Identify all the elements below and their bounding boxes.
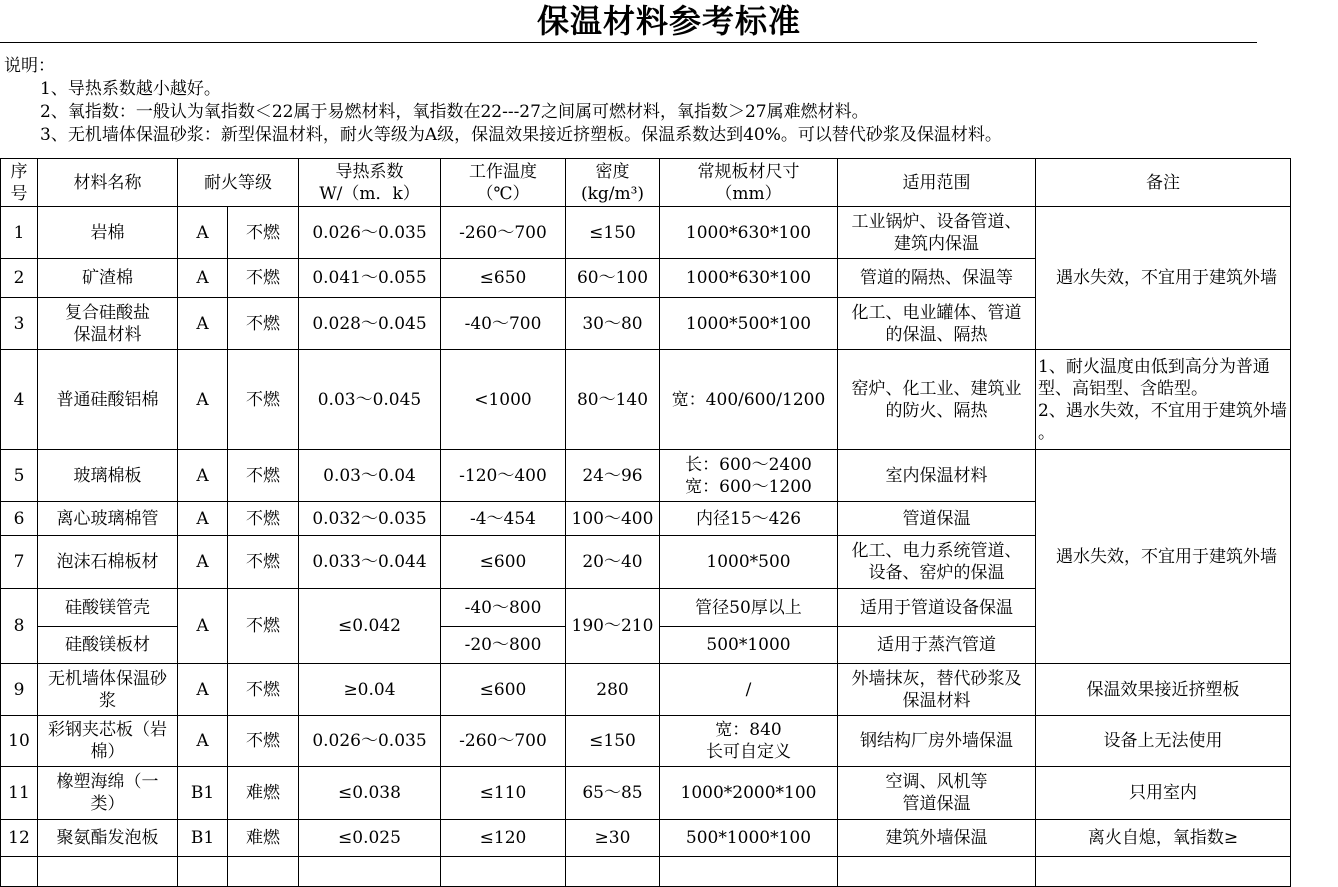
cell-name[interactable]: 硅酸镁板材 bbox=[38, 627, 178, 664]
cell-size[interactable]: / bbox=[660, 664, 838, 716]
header-name[interactable]: 材料名称 bbox=[38, 159, 178, 207]
cell-fire[interactable]: 不燃 bbox=[228, 207, 299, 259]
cell-size[interactable]: 1000*630*100 bbox=[660, 207, 838, 259]
cell-scope[interactable]: 管道保温 bbox=[838, 502, 1036, 536]
header-seq[interactable]: 序 号 bbox=[1, 159, 38, 207]
cell-size[interactable]: 1000*2000*100 bbox=[660, 767, 838, 820]
cell-scope[interactable]: 适用于管道设备保温 bbox=[838, 589, 1036, 627]
sheet-title: 保温材料参考标准 bbox=[536, 2, 801, 40]
cell-scope[interactable]: 建筑外墙保温 bbox=[838, 820, 1036, 857]
cell-grade[interactable]: A bbox=[178, 589, 228, 664]
cell-seq[interactable]: 11 bbox=[1, 767, 38, 820]
cell-temperature[interactable]: -260～700 bbox=[441, 207, 566, 259]
cell-name[interactable]: 彩钢夹芯板（岩 棉） bbox=[38, 716, 178, 767]
cell-seq[interactable]: 7 bbox=[1, 536, 38, 589]
table-row bbox=[1, 450, 1291, 502]
cell-seq[interactable]: 10 bbox=[1, 716, 38, 767]
cell-seq[interactable]: 12 bbox=[1, 820, 38, 857]
table-row bbox=[1, 767, 1291, 820]
table-row bbox=[1, 207, 1291, 259]
cell-name[interactable]: 聚氨酯发泡板 bbox=[38, 820, 178, 857]
table-row bbox=[1, 716, 1291, 767]
note-item: 2、氧指数：一般认为氧指数＜22属于易燃材料，氧指数在22---27之间属可燃材料，氧指数＞27属难燃材料。 bbox=[40, 102, 869, 122]
cell-density[interactable]: 280 bbox=[566, 664, 660, 716]
cell-scope[interactable]: 室内保温材料 bbox=[838, 450, 1036, 502]
cell-size[interactable]: 1000*500*100 bbox=[660, 298, 838, 350]
cell-temperature[interactable] bbox=[441, 857, 566, 887]
cell-seq[interactable] bbox=[1, 857, 38, 887]
cell-grade[interactable]: A bbox=[178, 350, 228, 450]
cell-density[interactable]: 60～100 bbox=[566, 259, 660, 298]
cell-seq[interactable]: 5 bbox=[1, 450, 38, 502]
cell-density[interactable]: ≥30 bbox=[566, 820, 660, 857]
cell-size[interactable]: 宽：400/600/1200 bbox=[660, 350, 838, 450]
cell-size[interactable]: 宽：840 长可自定义 bbox=[660, 716, 838, 767]
header-size[interactable]: 常规板材尺寸 （mm） bbox=[660, 159, 838, 207]
cell-conductivity[interactable]: 0.03～0.045 bbox=[299, 350, 441, 450]
cell-conductivity[interactable]: 0.03～0.04 bbox=[299, 450, 441, 502]
title-divider bbox=[0, 42, 1257, 43]
cell-conductivity[interactable]: 0.041～0.055 bbox=[299, 259, 441, 298]
cell-name[interactable]: 普通硅酸铝棉 bbox=[38, 350, 178, 450]
cell-scope[interactable]: 钢结构厂房外墙保温 bbox=[838, 716, 1036, 767]
cell-name[interactable]: 硅酸镁管壳 bbox=[38, 589, 178, 627]
cell-name[interactable]: 矿渣棉 bbox=[38, 259, 178, 298]
cell-temperature[interactable]: <1000 bbox=[441, 350, 566, 450]
cell-temperature[interactable]: -40～700 bbox=[441, 298, 566, 350]
cell-fire[interactable]: 不燃 bbox=[228, 664, 299, 716]
note-item: 3、无机墙体保温砂浆：新型保温材料，耐火等级为A级，保温效果接近挤塑板。保温系数达到40%。可以替代砂浆及保温材料。 bbox=[40, 125, 1002, 145]
cell-scope[interactable]: 化工、电业罐体、管道 的保温、隔热 bbox=[838, 298, 1036, 350]
notes-heading: 说明： bbox=[4, 56, 55, 76]
cell-size[interactable] bbox=[660, 857, 838, 887]
cell-conductivity[interactable]: 0.028～0.045 bbox=[299, 298, 441, 350]
table-row bbox=[1, 664, 1291, 716]
cell-scope[interactable]: 窑炉、化工业、建筑业 的防火、隔热 bbox=[838, 350, 1036, 450]
cell-grade[interactable]: A bbox=[178, 502, 228, 536]
cell-temperature[interactable]: -4～454 bbox=[441, 502, 566, 536]
cell-grade[interactable]: B1 bbox=[178, 820, 228, 857]
cell-grade[interactable]: B1 bbox=[178, 767, 228, 820]
cell-fire[interactable]: 不燃 bbox=[228, 259, 299, 298]
cell-scope[interactable]: 外墙抹灰，替代砂浆及 保温材料 bbox=[838, 664, 1036, 716]
cell-name[interactable]: 无机墙体保温砂 浆 bbox=[38, 664, 178, 716]
cell-grade[interactable]: A bbox=[178, 716, 228, 767]
cell-fire[interactable]: 不燃 bbox=[228, 502, 299, 536]
cell-fire[interactable] bbox=[228, 857, 299, 887]
cell-scope[interactable] bbox=[838, 857, 1036, 887]
cell-seq[interactable]: 6 bbox=[1, 502, 38, 536]
cell-grade[interactable]: A bbox=[178, 664, 228, 716]
cell-remark[interactable] bbox=[1036, 857, 1291, 887]
cell-density[interactable]: ≤150 bbox=[566, 716, 660, 767]
cell-remark[interactable]: 离火自熄，氧指数≥ bbox=[1036, 820, 1291, 857]
cell-density[interactable]: 100～400 bbox=[566, 502, 660, 536]
cell-scope[interactable]: 工业锅炉、设备管道、 建筑内保温 bbox=[838, 207, 1036, 259]
notes-section bbox=[0, 55, 1002, 147]
cell-density[interactable]: 80～140 bbox=[566, 350, 660, 450]
cell-grade[interactable]: A bbox=[178, 207, 228, 259]
table-row bbox=[1, 820, 1291, 857]
cell-temperature[interactable]: ≤120 bbox=[441, 820, 566, 857]
cell-seq[interactable]: 4 bbox=[1, 350, 38, 450]
cell-remark-row4[interactable]: 1、耐火温度由低到高分为普通型、高铝型、含皓型。 2、遇水失效，不宜用于建筑外墙 。 bbox=[1036, 350, 1291, 450]
cell-grade[interactable]: A bbox=[178, 536, 228, 589]
header-fire-grade[interactable]: 耐火等级 bbox=[178, 159, 299, 207]
cell-fire[interactable]: 难燃 bbox=[228, 820, 299, 857]
cell-conductivity[interactable]: 0.026～0.035 bbox=[299, 716, 441, 767]
cell-name[interactable]: 复合硅酸盐 保温材料 bbox=[38, 298, 178, 350]
cell-scope[interactable]: 管道的隔热、保温等 bbox=[838, 259, 1036, 298]
cell-conductivity[interactable]: ≤0.042 bbox=[299, 589, 441, 664]
cell-grade[interactable]: A bbox=[178, 450, 228, 502]
cell-fire[interactable]: 不燃 bbox=[228, 589, 299, 664]
cell-temperature[interactable]: ≤110 bbox=[441, 767, 566, 820]
cell-temperature[interactable]: -20～800 bbox=[441, 627, 566, 664]
cell-conductivity[interactable]: ≤0.025 bbox=[299, 820, 441, 857]
cell-seq[interactable]: 1 bbox=[1, 207, 38, 259]
cell-remark-merged[interactable]: 遇水失效，不宜用于建筑外墙 bbox=[1036, 207, 1291, 350]
cell-temperature[interactable]: -260～700 bbox=[441, 716, 566, 767]
cell-scope[interactable]: 化工、电力系统管道、 设备、窑炉的保温 bbox=[838, 536, 1036, 589]
cell-temperature[interactable]: -40～800 bbox=[441, 589, 566, 627]
cell-fire[interactable]: 不燃 bbox=[228, 350, 299, 450]
cell-fire[interactable]: 难燃 bbox=[228, 767, 299, 820]
table-row bbox=[1, 350, 1291, 450]
cell-remark[interactable]: 只用室内 bbox=[1036, 767, 1291, 820]
cell-seq[interactable]: 3 bbox=[1, 298, 38, 350]
cell-scope[interactable]: 空调、风机等 管道保温 bbox=[838, 767, 1036, 820]
note-item: 1、导热系数越小越好。 bbox=[40, 79, 221, 99]
cell-scope[interactable]: 适用于蒸汽管道 bbox=[838, 627, 1036, 664]
cell-conductivity[interactable]: ≤0.038 bbox=[299, 767, 441, 820]
cell-conductivity[interactable] bbox=[299, 857, 441, 887]
table-row bbox=[1, 857, 1291, 887]
cell-seq[interactable]: 8 bbox=[1, 589, 38, 664]
cell-fire[interactable]: 不燃 bbox=[228, 450, 299, 502]
cell-density[interactable]: ≤150 bbox=[566, 207, 660, 259]
cell-name[interactable]: 岩棉 bbox=[38, 207, 178, 259]
header-row bbox=[1, 159, 1291, 207]
cell-grade[interactable] bbox=[178, 857, 228, 887]
cell-size[interactable]: 500*1000 bbox=[660, 627, 838, 664]
cell-density[interactable] bbox=[566, 857, 660, 887]
cell-density[interactable]: 190～210 bbox=[566, 589, 660, 664]
cell-name[interactable]: 离心玻璃棉管 bbox=[38, 502, 178, 536]
cell-size[interactable]: 500*1000*100 bbox=[660, 820, 838, 857]
cell-size[interactable]: 1000*500 bbox=[660, 536, 838, 589]
header-temperature[interactable]: 工作温度 （℃） bbox=[441, 159, 566, 207]
cell-remark-merged[interactable]: 遇水失效，不宜用于建筑外墙 bbox=[1036, 450, 1291, 664]
cell-conductivity[interactable]: 0.026～0.035 bbox=[299, 207, 441, 259]
cell-size[interactable]: 内径15～426 bbox=[660, 502, 838, 536]
cell-density[interactable]: 24～96 bbox=[566, 450, 660, 502]
cell-temperature[interactable]: ≤600 bbox=[441, 664, 566, 716]
cell-conductivity[interactable]: 0.032～0.035 bbox=[299, 502, 441, 536]
cell-seq[interactable]: 2 bbox=[1, 259, 38, 298]
cell-remark[interactable]: 设备上无法使用 bbox=[1036, 716, 1291, 767]
cell-seq[interactable]: 9 bbox=[1, 664, 38, 716]
cell-name[interactable]: 泡沫石棉板材 bbox=[38, 536, 178, 589]
header-remark[interactable]: 备注 bbox=[1036, 159, 1291, 207]
cell-density[interactable]: 30～80 bbox=[566, 298, 660, 350]
materials-table bbox=[0, 158, 1291, 887]
header-scope[interactable]: 适用范围 bbox=[838, 159, 1036, 207]
cell-remark[interactable]: 保温效果接近挤塑板 bbox=[1036, 664, 1291, 716]
cell-size[interactable]: 长：600～2400 宽：600～1200 bbox=[660, 450, 838, 502]
cell-size[interactable]: 管径50厚以上 bbox=[660, 589, 838, 627]
cell-fire[interactable]: 不燃 bbox=[228, 536, 299, 589]
cell-temperature[interactable]: -120～400 bbox=[441, 450, 566, 502]
cell-temperature[interactable]: ≤650 bbox=[441, 259, 566, 298]
cell-grade[interactable]: A bbox=[178, 259, 228, 298]
cell-fire[interactable]: 不燃 bbox=[228, 298, 299, 350]
header-density[interactable]: 密度 (kg/m³) bbox=[566, 159, 660, 207]
cell-density[interactable]: 20～40 bbox=[566, 536, 660, 589]
header-conductivity[interactable]: 导热系数 W/（m．k） bbox=[299, 159, 441, 207]
cell-grade[interactable]: A bbox=[178, 298, 228, 350]
cell-conductivity[interactable]: ≥0.04 bbox=[299, 664, 441, 716]
cell-conductivity[interactable]: 0.033～0.044 bbox=[299, 536, 441, 589]
cell-name[interactable]: 橡塑海绵（一 类） bbox=[38, 767, 178, 820]
cell-temperature[interactable]: ≤600 bbox=[441, 536, 566, 589]
cell-name[interactable]: 玻璃棉板 bbox=[38, 450, 178, 502]
cell-fire[interactable]: 不燃 bbox=[228, 716, 299, 767]
cell-size[interactable]: 1000*630*100 bbox=[660, 259, 838, 298]
cell-density[interactable]: 65～85 bbox=[566, 767, 660, 820]
cell-name[interactable] bbox=[38, 857, 178, 887]
